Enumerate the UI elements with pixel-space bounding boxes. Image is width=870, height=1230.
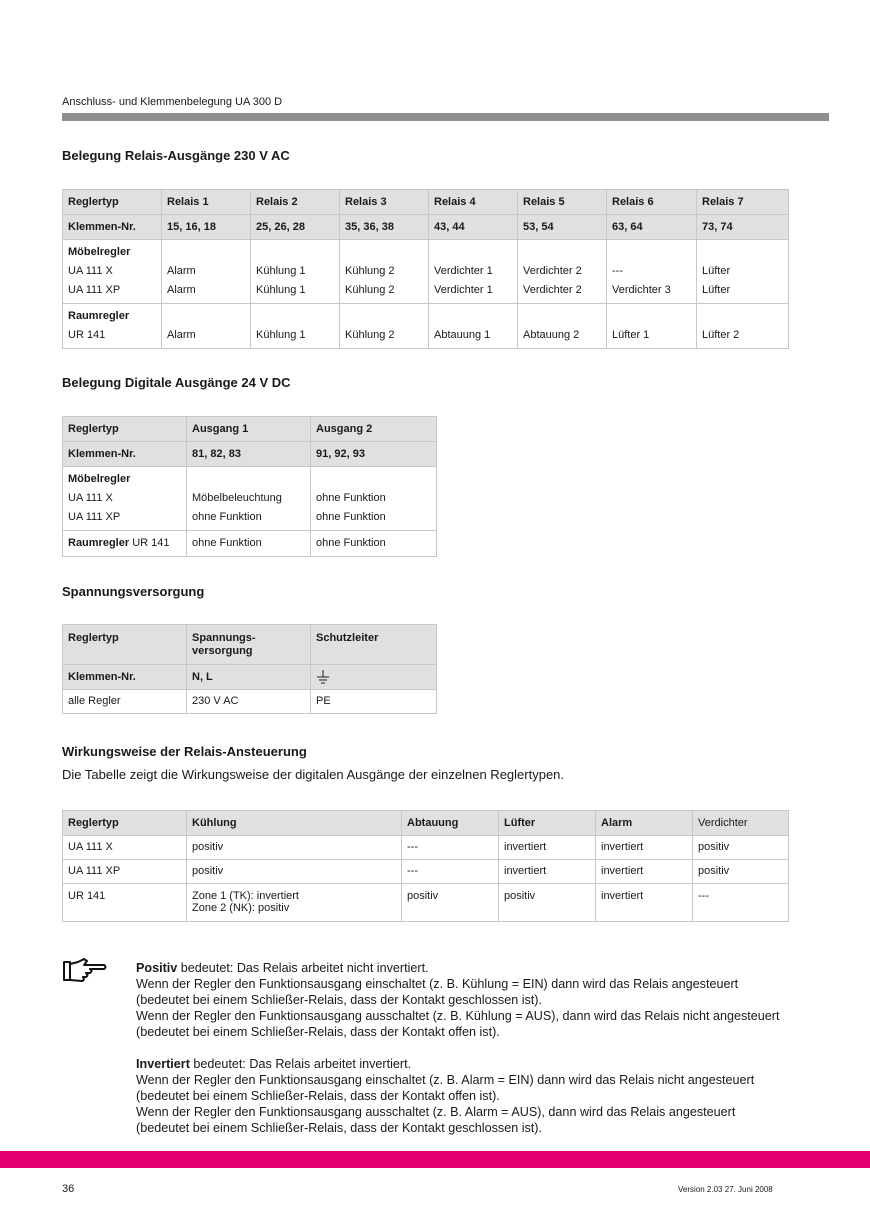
table-cell: positiv (499, 884, 596, 922)
table-cell (311, 467, 437, 531)
table-cell: Relais 4 (429, 190, 518, 215)
effect-heading: Wirkungsweise der Relais-Ansteuerung (62, 744, 307, 759)
relais-heading: Belegung Relais-Ausgänge 230 V AC (62, 148, 290, 163)
cell-value: Verdichter 2 (523, 284, 582, 296)
cell-value: Kühlung 2 (345, 265, 395, 277)
cell-value: ohne Funktion (192, 511, 262, 523)
ground-icon (316, 669, 330, 685)
table-cell: 43, 44 (429, 215, 518, 240)
table-cell: Relais 2 (251, 190, 340, 215)
table-cell: 53, 54 (518, 215, 607, 240)
row-label: UA 111 X (68, 492, 113, 504)
cell-value: Kühlung 1 (256, 329, 306, 341)
cell-value: Abtauung 1 (434, 329, 491, 341)
table-cell: Relais 3 (340, 190, 429, 215)
table-cell (63, 304, 162, 349)
relais-table (62, 189, 789, 349)
table-cell: positiv (693, 860, 789, 884)
invertiert-note (136, 1056, 786, 1136)
table-cell: Reglertyp (63, 190, 162, 215)
group-label: Raumregler (68, 310, 130, 322)
table-cell: 91, 92, 93 (311, 442, 437, 467)
table-cell: Lüfter (499, 811, 596, 836)
table-row (63, 836, 789, 860)
header-bar (62, 113, 829, 121)
digital-terminal-row (63, 442, 437, 467)
table-cell: Relais 7 (697, 190, 789, 215)
table-cell (607, 304, 697, 349)
table-cell: Abtauung (402, 811, 499, 836)
table-cell: UR 141 (63, 884, 187, 922)
cell-value: Alarm (167, 265, 196, 277)
row-label: UR 141 (68, 329, 106, 341)
term-definition: bedeutet: Das Relais arbeitet nicht invertiert. (177, 961, 429, 975)
note-line: Wenn der Regler den Funktionsausgang einschaltet (z. B. Kühlung = EIN) dann wird das Relais angesteuert (bedeutet bei einem Schließer-Relais, dass der Kontakt geschlossen ist). (136, 977, 739, 1007)
table-cell: Reglertyp (63, 625, 187, 665)
table-cell: PE (311, 690, 437, 714)
cell-value: ohne Funktion (316, 511, 386, 523)
power-data-row (63, 690, 437, 714)
cell-value: Kühlung 2 (345, 284, 395, 296)
table-cell (162, 240, 251, 304)
digital-heading: Belegung Digitale Ausgänge 24 V DC (62, 375, 291, 390)
table-cell: positiv (402, 884, 499, 922)
table-cell (63, 531, 187, 557)
row-label: UR 141 (132, 537, 170, 549)
effect-intro: Die Tabelle zeigt die Wirkungsweise der digitalen Ausgänge der einzelnen Reglertypen. (62, 767, 565, 782)
table-cell: --- (402, 860, 499, 884)
note-line: Wenn der Regler den Funktionsausgang ausschaltet (z. B. Kühlung = AUS), dann wird das Relais nicht angesteuert (bedeutet bei einem Schließer-Relais, dass der Kontakt offen ist). (136, 1009, 780, 1039)
cell-value: Alarm (167, 284, 196, 296)
table-cell: ohne Funktion (187, 531, 311, 557)
table-cell (187, 884, 402, 922)
table-cell: 15, 16, 18 (162, 215, 251, 240)
table-cell (518, 240, 607, 304)
group-label: Raumregler (68, 537, 130, 549)
cell-value: Kühlung 1 (256, 284, 306, 296)
table-cell (697, 304, 789, 349)
relais-terminal-row (63, 215, 789, 240)
table-cell: --- (693, 884, 789, 922)
digital-header-row (63, 417, 437, 442)
pointing-hand-icon (62, 956, 108, 984)
table-cell (63, 467, 187, 531)
table-cell (311, 665, 437, 690)
table-cell: --- (402, 836, 499, 860)
version-label: Version 2.03 27. Juni 2008 (678, 1185, 773, 1194)
digital-table (62, 416, 437, 557)
table-cell: UA 111 XP (63, 860, 187, 884)
cell-value: Zone 2 (NK): positiv (192, 902, 290, 914)
cell-value: Zone 1 (TK): invertiert (192, 890, 299, 902)
power-terminal-row (63, 665, 437, 690)
power-header-row (63, 625, 437, 665)
group-label: Möbelregler (68, 473, 131, 485)
table-cell: 63, 64 (607, 215, 697, 240)
cell-value: Lüfter 2 (702, 329, 740, 341)
table-cell: invertiert (499, 860, 596, 884)
cell-value: Lüfter (702, 265, 731, 277)
table-cell: invertiert (596, 836, 693, 860)
power-heading: Spannungsversorgung (62, 584, 205, 599)
table-cell (340, 240, 429, 304)
cell-value: Spannungs-versorgung (192, 632, 256, 657)
table-row (63, 860, 789, 884)
notes-block (136, 960, 786, 1152)
table-cell (187, 625, 311, 665)
table-cell: Kühlung (187, 811, 402, 836)
term-definition: bedeutet: Das Relais arbeitet invertiert. (189, 1057, 412, 1071)
table-cell: 25, 26, 28 (251, 215, 340, 240)
table-cell: Ausgang 2 (311, 417, 437, 442)
table-cell: positiv (187, 860, 402, 884)
table-cell: Klemmen-Nr. (63, 215, 162, 240)
table-cell: positiv (693, 836, 789, 860)
cell-value: Verdichter 1 (434, 284, 493, 296)
table-row (63, 884, 789, 922)
note-line: Wenn der Regler den Funktionsausgang einschaltet (z. B. Alarm = EIN) dann wird das Relais nicht angesteuert (bedeutet bei einem Schließer-Relais, dass der Kontakt offen ist). (136, 1073, 755, 1103)
table-cell: Klemmen-Nr. (63, 442, 187, 467)
cell-value: Möbelbeleuchtung (192, 492, 282, 504)
cell-value: Lüfter (702, 284, 731, 296)
cell-value: Verdichter 1 (434, 265, 493, 277)
table-cell: Relais 1 (162, 190, 251, 215)
power-table (62, 624, 437, 714)
relais-raum-group (63, 304, 789, 349)
table-cell: ohne Funktion (311, 531, 437, 557)
table-cell: 230 V AC (187, 690, 311, 714)
table-cell (697, 240, 789, 304)
table-cell (187, 467, 311, 531)
table-cell: 35, 36, 38 (340, 215, 429, 240)
cell-value: Verdichter 2 (523, 265, 582, 277)
table-cell (340, 304, 429, 349)
cell-value: Alarm (167, 329, 196, 341)
table-cell: invertiert (596, 860, 693, 884)
table-cell (251, 304, 340, 349)
table-cell (63, 240, 162, 304)
table-cell (607, 240, 697, 304)
table-cell: positiv (187, 836, 402, 860)
cell-value: --- (612, 265, 623, 277)
table-cell (429, 240, 518, 304)
table-cell: Schutzleiter (311, 625, 437, 665)
cell-value: ohne Funktion (316, 492, 386, 504)
table-cell: alle Regler (63, 690, 187, 714)
term-label: Positiv (136, 961, 178, 975)
digital-raum-row (63, 531, 437, 557)
row-label: UA 111 XP (68, 284, 121, 296)
positiv-note (136, 960, 786, 1040)
row-label: UA 111 XP (68, 511, 121, 523)
effect-table (62, 810, 789, 922)
row-label: UA 111 X (68, 265, 113, 277)
cell-value: Verdichter 3 (612, 284, 671, 296)
table-cell: Alarm (596, 811, 693, 836)
table-cell (518, 304, 607, 349)
table-cell: Relais 6 (607, 190, 697, 215)
digital-moebel-group (63, 467, 437, 531)
term-label: Invertiert (136, 1057, 190, 1071)
table-cell: Relais 5 (518, 190, 607, 215)
table-cell: Ausgang 1 (187, 417, 311, 442)
cell-value: Abtauung 2 (523, 329, 580, 341)
table-cell: invertiert (596, 884, 693, 922)
table-cell: invertiert (499, 836, 596, 860)
table-cell: 73, 74 (697, 215, 789, 240)
relais-moebel-group (63, 240, 789, 304)
table-cell: Verdichter (693, 811, 789, 836)
relais-header-row (63, 190, 789, 215)
page-number: 36 (62, 1183, 75, 1195)
table-cell (251, 240, 340, 304)
table-cell (429, 304, 518, 349)
document-header-title: Anschluss- und Klemmenbelegung UA 300 D (62, 96, 283, 108)
cell-value: Kühlung 1 (256, 265, 306, 277)
effect-header-row (63, 811, 789, 836)
table-cell: UA 111 X (63, 836, 187, 860)
cell-value: Lüfter 1 (612, 329, 650, 341)
group-label: Möbelregler (68, 246, 131, 258)
table-cell: Reglertyp (63, 417, 187, 442)
table-cell: Klemmen-Nr. (63, 665, 187, 690)
note-line: Wenn der Regler den Funktionsausgang ausschaltet (z. B. Alarm = AUS), dann wird das Relais angesteuert (bedeutet bei einem Schließer-Relais, dass der Kontakt geschlossen ist). (136, 1105, 736, 1135)
table-cell (162, 304, 251, 349)
cell-value: Kühlung 2 (345, 329, 395, 341)
table-cell: Reglertyp (63, 811, 187, 836)
footer-accent-bar (0, 1151, 870, 1168)
table-cell: 81, 82, 83 (187, 442, 311, 467)
table-cell: N, L (187, 665, 311, 690)
